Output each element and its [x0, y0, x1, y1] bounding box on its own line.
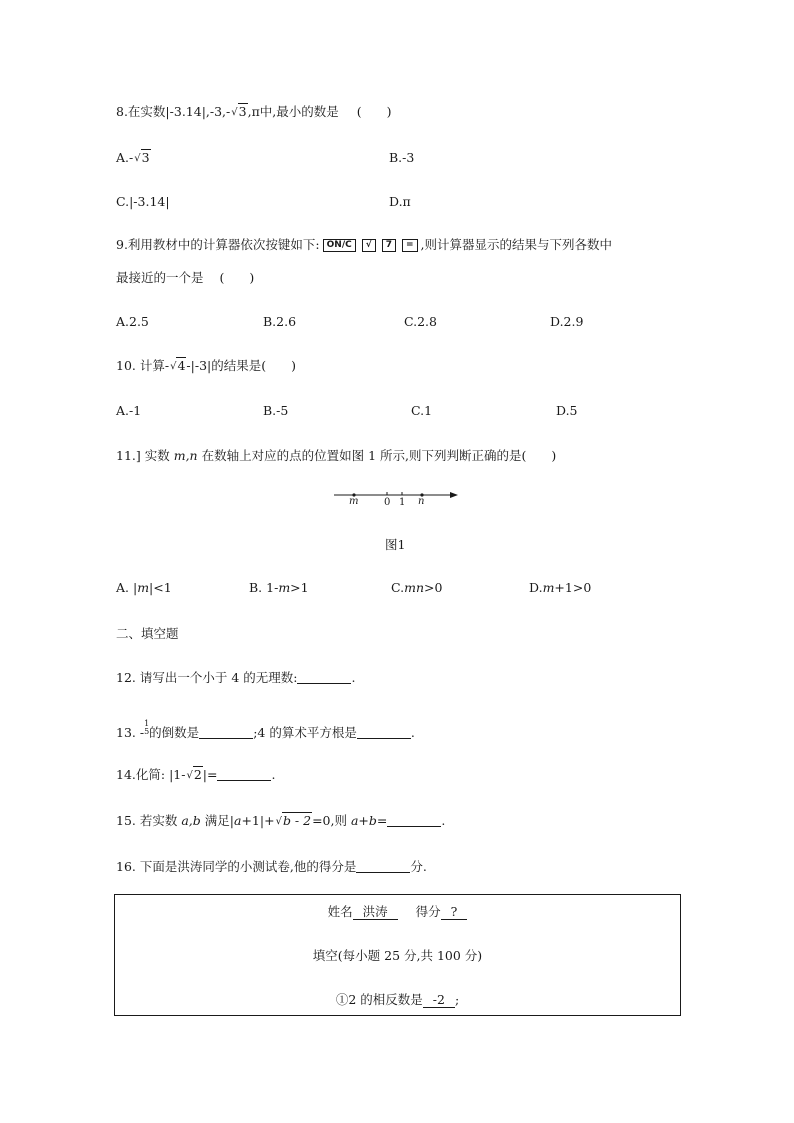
q16-text: 16. 下面是洪涛同学的小测试卷,他的得分是 — [116, 859, 357, 874]
label-n: n — [418, 496, 425, 507]
q15-vars: a,b — [181, 813, 201, 828]
q9-option-b: B.2.6 — [263, 314, 297, 329]
q11-b-var: m — [278, 580, 291, 595]
question-13 — [116, 720, 415, 741]
q9-line2-text: 最接近的一个是 — [116, 270, 204, 285]
key-equals: = — [402, 239, 418, 252]
question-8 — [116, 104, 392, 121]
q15-radicand: b - 2 — [282, 813, 312, 828]
q11-c-pre: C. — [391, 580, 405, 595]
q15-ab: a+b — [350, 813, 377, 828]
q11-vars: m,n — [173, 448, 198, 463]
q8-radicand: 3 — [238, 104, 247, 119]
question-11 — [116, 448, 556, 464]
q8-bracket: ( ) — [356, 104, 392, 119]
sqrt-icon: √ — [275, 816, 282, 827]
question-14 — [116, 767, 275, 784]
answer-blank[interactable] — [297, 671, 351, 684]
q9-bracket: ( ) — [219, 270, 255, 285]
q11-d-var: m — [542, 580, 555, 595]
q8-option-d: D.π — [389, 194, 411, 209]
item1-answer: -2 — [423, 992, 455, 1008]
q8-option-a — [116, 150, 151, 167]
q14-suffix: |= — [202, 767, 218, 782]
key-7: 7 — [382, 239, 396, 252]
q15-mid3: =0,则 — [312, 813, 347, 828]
q8-option-c: C.|-3.14| — [116, 194, 170, 209]
figure-caption: 图1 — [385, 537, 406, 552]
key-sqrt: √ — [362, 239, 376, 252]
sqrt-icon: √ — [231, 107, 238, 118]
q15-prefix: 15. 若实数 — [116, 813, 178, 828]
q10-prefix: 10. 计算- — [116, 358, 170, 373]
sqrt-icon: √ — [134, 153, 141, 164]
q10-option-d: D.5 — [556, 403, 578, 418]
q9-prefix: 9.利用教材中的计算器依次按键如下: — [116, 237, 320, 252]
q13-middle: 的倒数是 — [149, 725, 200, 740]
fraction-denominator: 5 — [144, 727, 150, 736]
q11-suffix: 在数轴上对应的点的位置如图 1 所示,则下列判断正确的是( ) — [201, 448, 557, 463]
quiz-instructions: 填空(每小题 25 分,共 100 分) — [312, 948, 483, 963]
q11-option-a — [116, 580, 172, 596]
q11-d-post: +1>0 — [554, 580, 592, 595]
q12-text: 12. 请写出一个小于 4 的无理数: — [116, 670, 298, 685]
answer-blank[interactable] — [387, 814, 441, 827]
section-title: 二、填空题 — [116, 626, 179, 641]
q14-end: . — [271, 767, 276, 782]
sqrt-icon: √ — [170, 361, 177, 372]
q14-prefix: 14.化简: |1- — [116, 767, 186, 782]
question-15 — [116, 813, 445, 830]
q11-d-pre: D. — [529, 580, 543, 595]
q9-option-c: C.2.8 — [404, 314, 437, 329]
answer-blank[interactable] — [357, 726, 411, 739]
q13-prefix: 13. - — [116, 725, 145, 740]
item1-end: ; — [454, 992, 460, 1007]
arrow-right-icon — [450, 492, 458, 498]
q10-suffix: -|-3|的结果是( ) — [186, 358, 296, 373]
answer-blank[interactable] — [217, 768, 271, 781]
q15-mid: 满足| — [204, 813, 234, 828]
answer-blank[interactable] — [356, 860, 410, 873]
quiz-item-1 — [115, 992, 680, 1008]
q11-option-b — [249, 580, 309, 596]
question-16 — [116, 859, 427, 875]
q9-option-a: A.2.5 — [116, 314, 149, 329]
q8-prefix: 8.在实数|-3.14|,-3,- — [116, 104, 231, 119]
q8-suffix: ,π中,最小的数是 — [247, 104, 339, 119]
question-9-line2 — [116, 270, 254, 286]
q9-option-d: D.2.9 — [550, 314, 584, 329]
q10-radicand: 4 — [177, 358, 186, 373]
question-10 — [116, 358, 296, 375]
item1-prefix: ①2 的相反数是 — [335, 992, 423, 1007]
name-value: 洪涛 — [353, 904, 398, 920]
quiz-header — [115, 904, 680, 920]
q13-middle2: ;4 的算术平方根是 — [253, 725, 357, 740]
q15-end: . — [441, 813, 446, 828]
q8-option-b: B.-3 — [389, 150, 415, 165]
score-value: ? — [441, 904, 468, 920]
label-one: 1 — [399, 497, 406, 508]
sqrt-icon: √ — [186, 770, 193, 781]
answer-blank[interactable] — [199, 726, 253, 739]
label-m: m — [349, 496, 359, 507]
question-9 — [116, 237, 612, 253]
q12-end: . — [351, 670, 356, 685]
q13-end: . — [410, 725, 415, 740]
fraction-numerator: 1 — [144, 719, 150, 728]
q11-c-post: >0 — [424, 580, 443, 595]
q11-a-post: |<1 — [149, 580, 172, 595]
score-label: 得分 — [415, 904, 441, 919]
q11-b-pre: B. 1- — [249, 580, 279, 595]
key-on-c: ON/C — [323, 239, 356, 252]
q9-suffix: ,则计算器显示的结果与下列各数中 — [420, 237, 613, 252]
q11-option-d — [529, 580, 591, 596]
q11-prefix: 11.] 实数 — [116, 448, 170, 463]
q11-a-pre: A. | — [116, 580, 138, 595]
q10-option-c: C.1 — [411, 403, 433, 418]
q11-c-var: mn — [404, 580, 424, 595]
q8-option-a-radicand: 3 — [141, 150, 150, 165]
number-line-figure — [332, 484, 462, 512]
q11-option-c — [391, 580, 442, 596]
name-label: 姓名 — [327, 904, 353, 919]
q10-option-b: B.-5 — [263, 403, 289, 418]
quiz-box — [114, 894, 681, 1016]
q8-option-a-label: A.- — [116, 150, 134, 165]
q14-radicand: 2 — [193, 767, 202, 782]
q15-a: a — [233, 813, 242, 828]
q16-end: 分. — [410, 859, 427, 874]
label-zero: 0 — [384, 497, 391, 508]
q11-a-var: m — [137, 580, 150, 595]
q15-mid4: = — [376, 813, 388, 828]
q11-b-post: >1 — [290, 580, 309, 595]
q10-option-a: A.-1 — [116, 403, 142, 418]
question-12 — [116, 670, 355, 686]
q15-mid2: +1|+ — [241, 813, 275, 828]
